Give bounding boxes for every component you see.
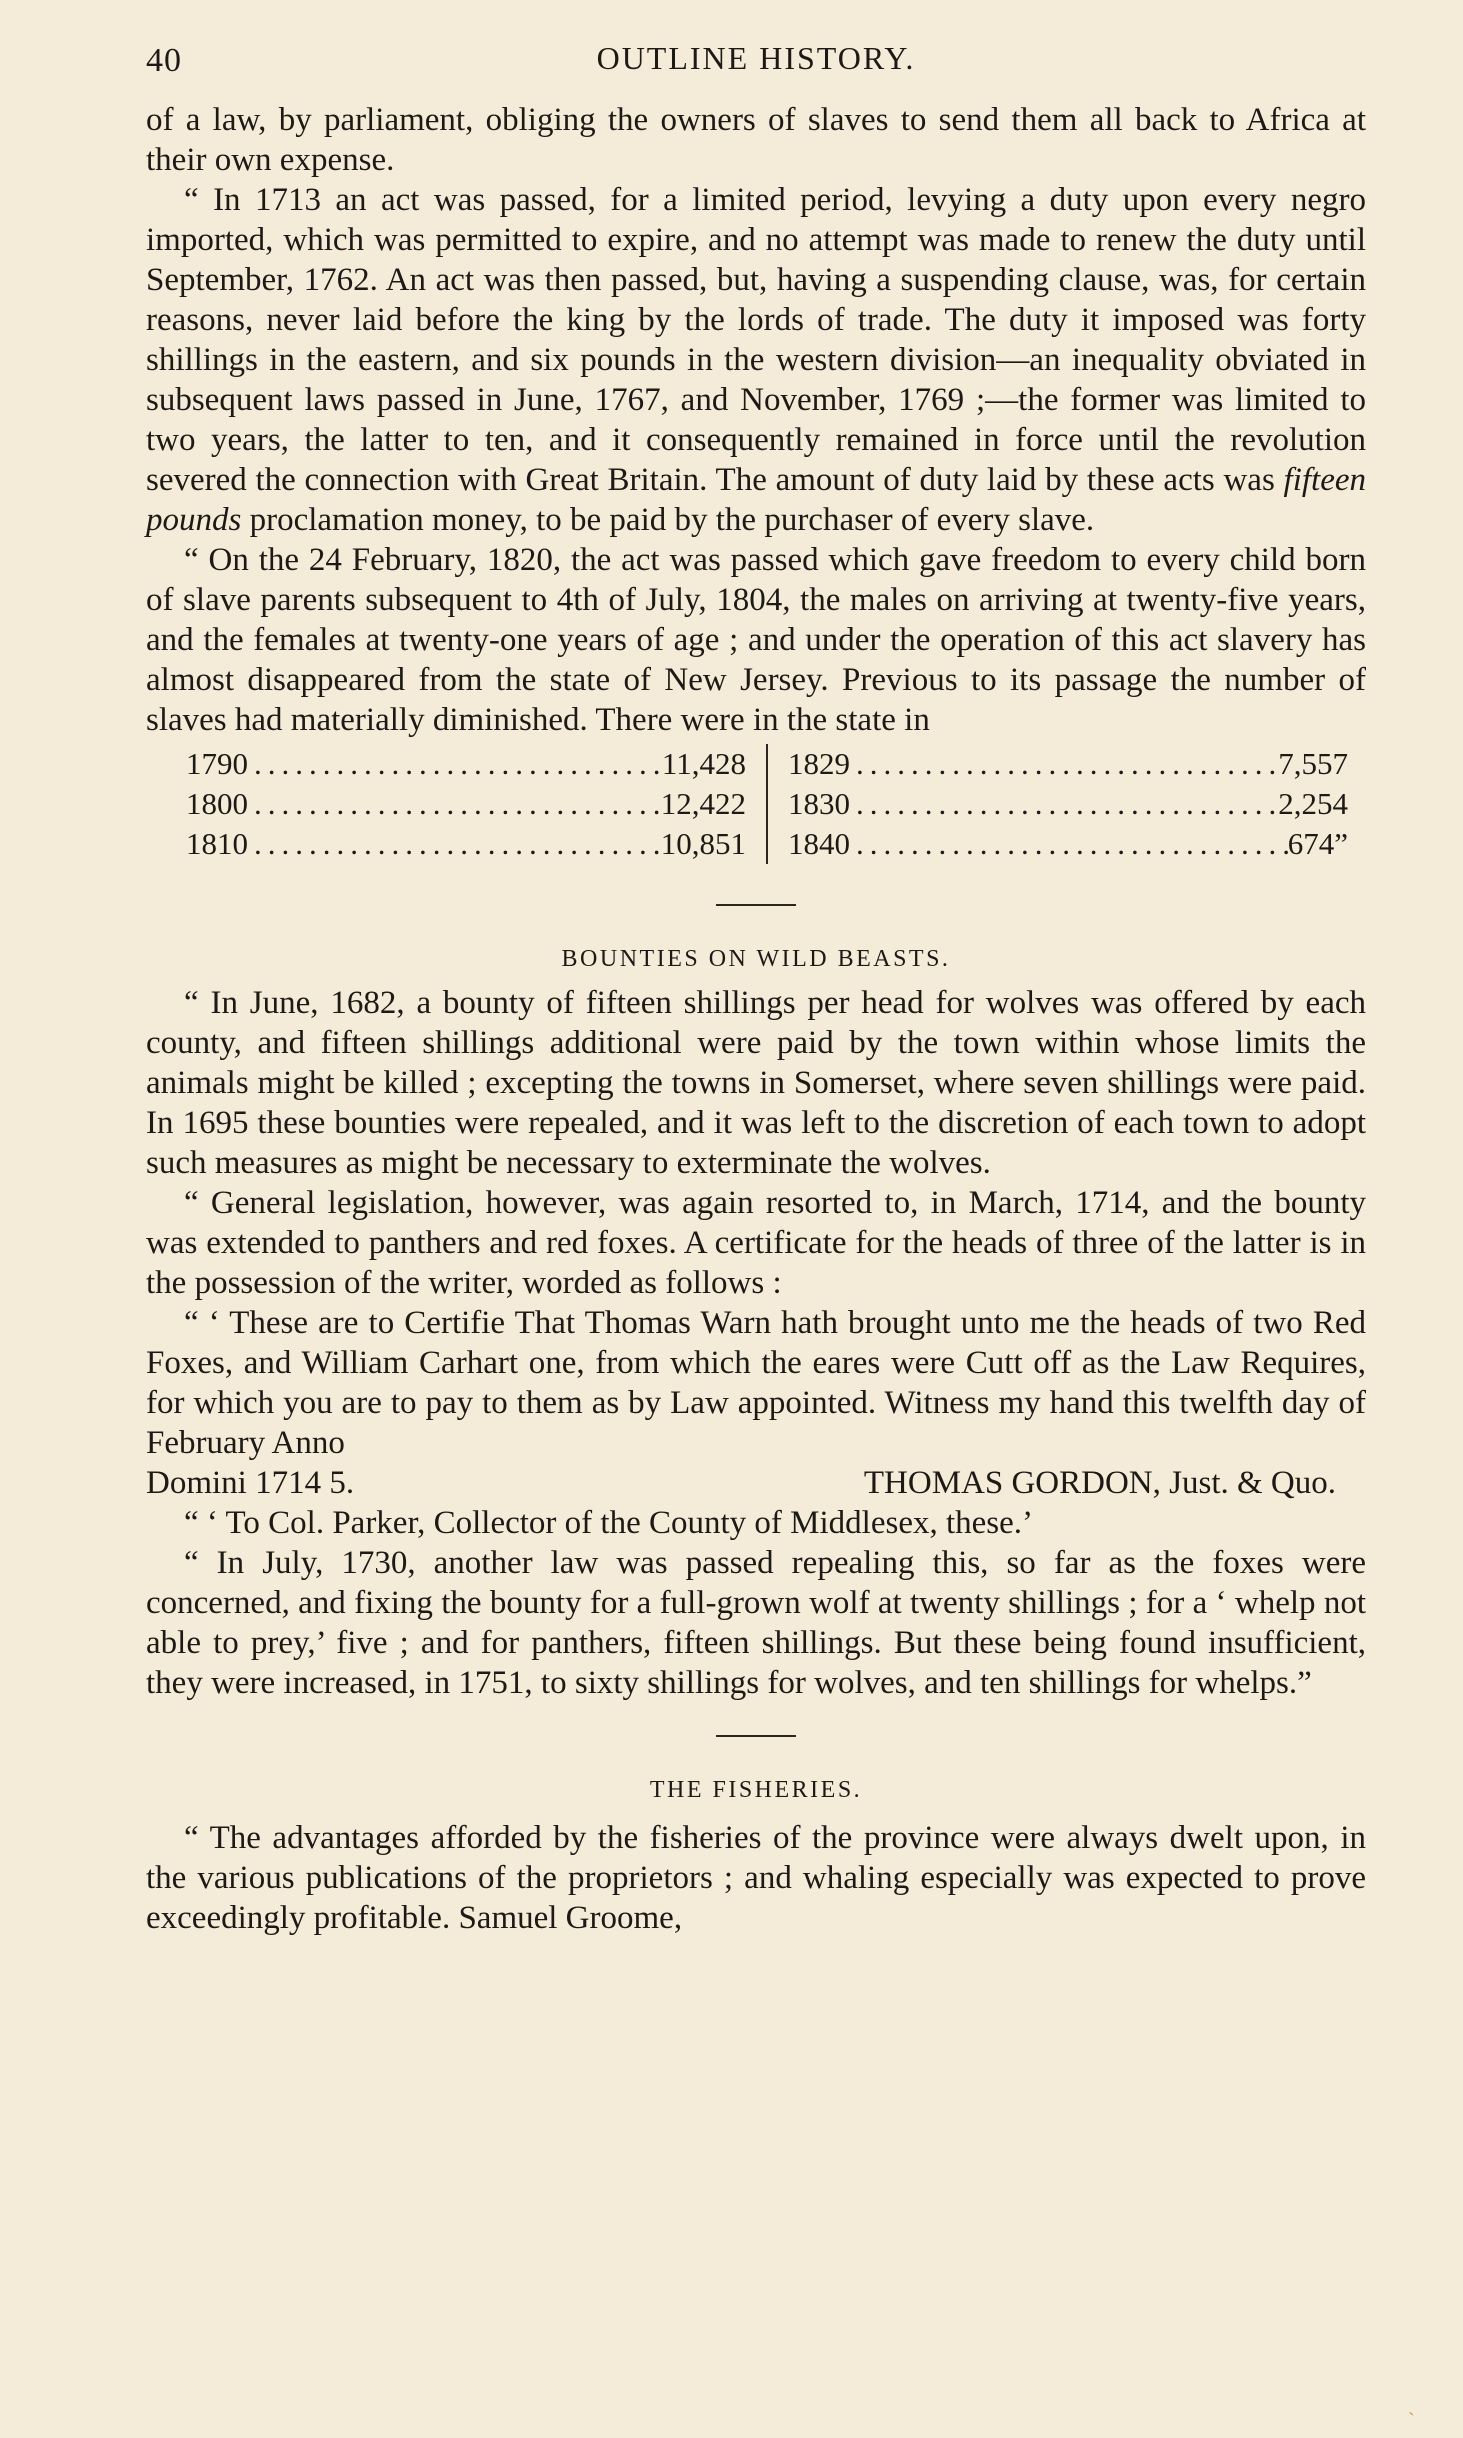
table-year: 1800 <box>186 786 248 821</box>
table-count: 674” <box>1287 826 1348 861</box>
certificate-signature: THOMAS GORDON, Just. & Quo. <box>863 1465 1336 1501</box>
table-count: 2,254 <box>1278 786 1348 821</box>
table-row <box>788 824 1348 864</box>
paragraph-bounty-1682: “ In June, 1682, a bounty of fifteen shillings per head for wolves was offered by each county, and fifteen shillings additional were paid by the town within whose limits the animals might be killed ; excepting the towns in Somerset, where seven shillings were paid. In 1695 these bounties were repealed, and it was left to the discretion of each town to adopt such measures as might be necessary to exterminate the wolves. <box>146 985 1366 1181</box>
table-year: 1829 <box>788 746 850 781</box>
slave-population-table <box>186 744 1366 864</box>
page-header <box>146 38 1366 100</box>
table-column-right <box>768 744 1348 864</box>
table-row <box>788 744 1348 784</box>
table-year: 1840 <box>788 826 850 861</box>
table-count: 11,428 <box>661 746 746 781</box>
paragraph-duty-act <box>146 180 1366 540</box>
table-row <box>788 784 1348 824</box>
paragraph-bounty-1730: “ In July, 1730, another law was passed repealing this, so far as the foxes were concerned, and fixing the bounty for a full-grown wolf at twenty shillings ; for a ‘ whelp not able to prey,’ five ; and for panthers, fifteen shillings. But these being found insufficient, they were increased, in 1751, to sixty shillings for wolves, and ten shillings for whelps.” <box>146 1545 1366 1701</box>
running-title: OUTLINE HISTORY. <box>596 40 916 76</box>
paragraph-certificate: “ ‘ These are to Certifie That Thomas Warn hath brought unto me the heads of two Red Foxes, and William Carhart one, from which the eares were Cutt off as the Law Requires, for which you are to pay to them as by Law appointed. Witness my hand this twelfth day of February Anno <box>146 1305 1366 1461</box>
page-blemish: ˏ <box>1408 2394 1415 2416</box>
table-count: 10,851 <box>660 826 746 861</box>
table-count: 7,557 <box>1278 746 1348 781</box>
table-column-left <box>186 744 768 864</box>
section-heading-fisheries: THE FISHERIES. <box>649 1777 863 1803</box>
paragraph-duty-act-text: “ In 1713 an act was passed, for a limited period, levying a duty upon every negro imported, which was permitted to expire, and no attempt was made to renew the duty until September, 1762. An act was then passed, but, having a suspending clause, was, for certain reasons, never laid before the king by the lords of trade. The duty it imposed was forty shillings in the eastern, and six pounds in the western division—an inequality obviated in subsequent laws passed in June, 1767, and November, 1769 ;—the former was limited to two years, the latter to ten, and it consequently remained in force until the revolution severed the connection with Great Britain. The amount of duty laid by these acts was <box>146 182 1366 498</box>
section-heading-bounties: BOUNTIES ON WILD BEASTS. <box>561 946 951 972</box>
paragraph-freedom-act: “ On the 24 February, 1820, the act was passed which gave freedom to every child born of slave parents subsequent to 4th of July, 1804, the males on arriving at twenty-five years, and the females at twenty-one years of age ; and under the operation of this act slavery has almost disappeared from the state of New Jersey. Previous to its passage the number of slaves had materially diminished. There were in the state in <box>146 542 1366 738</box>
leader-dots <box>850 784 1278 824</box>
bounties-section <box>146 983 1366 1703</box>
leader-dots <box>248 784 661 824</box>
leader-dots <box>850 824 1288 864</box>
leader-dots <box>248 744 662 784</box>
paragraph-duty-act-end: proclamation money, to be paid by the purchaser of every slave. <box>249 502 1095 538</box>
table-row <box>186 784 746 824</box>
certificate-date: Domini 1714 5. <box>146 1465 355 1501</box>
italic-fifteen-pounds: fifteen pounds <box>146 462 1367 538</box>
section-divider <box>716 904 796 906</box>
certificate-signature-line <box>146 1463 1366 1503</box>
leader-dots <box>248 824 661 864</box>
table-count: 12,422 <box>660 786 746 821</box>
paragraph-addressee: “ ‘ To Col. Parker, Collector of the County of Middlesex, these.’ <box>184 1505 1034 1541</box>
section-divider <box>716 1735 796 1737</box>
book-page <box>146 38 1366 1938</box>
fisheries-section <box>146 1818 1366 1938</box>
table-year: 1830 <box>788 786 850 821</box>
slavery-section <box>146 100 1366 740</box>
paragraph-fisheries: “ The advantages afforded by the fisheries of the province were always dwelt upon, in the various publications of the proprietors ; and whaling especially was expected to prove exceedingly profitable. Samuel Groome, <box>146 1820 1366 1936</box>
table-row <box>186 824 746 864</box>
table-year: 1790 <box>186 746 248 781</box>
table-row <box>186 744 746 784</box>
table-year: 1810 <box>186 826 248 861</box>
paragraph-continuation: of a law, by parliament, obliging the owners of slaves to send them all back to Africa at their own expense. <box>146 102 1366 178</box>
leader-dots <box>850 744 1278 784</box>
paragraph-bounty-1714: “ General legislation, however, was again resorted to, in March, 1714, and the bounty was extended to panthers and red foxes. A certificate for the heads of three of the latter is in the possession of the writer, worded as follows : <box>146 1185 1366 1301</box>
page-number: 40 <box>146 42 182 79</box>
